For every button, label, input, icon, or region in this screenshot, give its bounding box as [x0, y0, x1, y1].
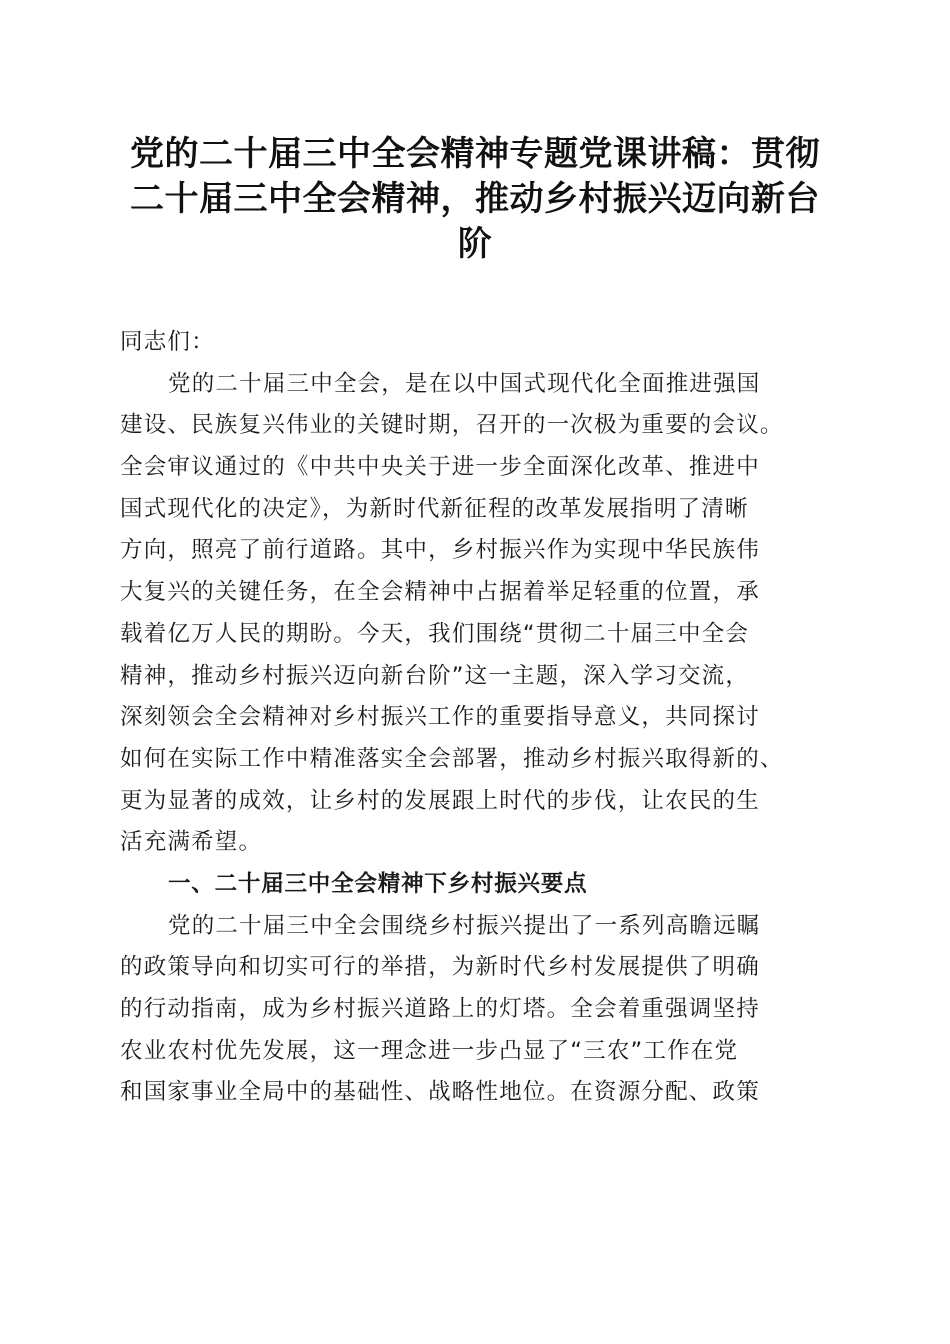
paragraph-introduction	[120, 364, 840, 864]
paragraph-line: 深刻领会全会精神对乡村振兴工作的重要指导意义，共同探讨	[120, 704, 760, 731]
paragraph-line: 农业农村优先发展，这一理念进一步凸显了“三农”工作在党	[120, 1037, 739, 1064]
title-line: 党的二十届三中全会精神专题党课讲稿：贯彻	[130, 134, 820, 174]
section-heading: 一、二十届三中全会精神下乡村振兴要点	[168, 870, 588, 897]
document-title	[108, 132, 842, 267]
paragraph-line: 国式现代化的决定》，为新时代新征程的改革发展指明了清晰	[120, 495, 749, 522]
paragraph-section1	[120, 906, 840, 1114]
paragraph-line: 载着亿万人民的期盼。今天，我们围绕“贯彻二十届三中全会	[120, 620, 750, 647]
paragraph-line: 大复兴的关键任务，在全会精神中占据着举足轻重的位置，承	[120, 579, 760, 606]
salutation: 同志们：	[120, 329, 215, 355]
paragraph-line: 党的二十届三中全会，是在以中国式现代化全面推进强国	[168, 370, 761, 397]
paragraph-line: 全会审议通过的《中共中央关于进一步全面深化改革、推进中	[120, 454, 760, 481]
paragraph-line: 和国家事业全局中的基础性、战略性地位。在资源分配、政策	[120, 1079, 760, 1106]
title-line: 二十届三中全会精神，推动乡村振兴迈向新台	[130, 179, 820, 219]
paragraph-line: 活充满希望。	[120, 829, 263, 856]
paragraph-line: 的行动指南，成为乡村振兴道路上的灯塔。全会着重强调坚持	[120, 996, 760, 1022]
document-body	[120, 322, 840, 1114]
paragraph-line: 方向，照亮了前行道路。其中，乡村振兴作为实现中华民族伟	[120, 537, 760, 564]
paragraph-line: 如何在实际工作中精准落实全会部署，推动乡村振兴取得新的、	[120, 745, 784, 772]
paragraph-line: 精神，推动乡村振兴迈向新台阶”这一主题，深入学习交流，	[120, 662, 750, 689]
paragraph-line: 建设、民族复兴伟业的关键时期，召开的一次极为重要的会议。	[120, 412, 784, 439]
paragraph-line: 的政策导向和切实可行的举措，为新时代乡村发展提供了明确	[120, 954, 760, 981]
paragraph-line: 党的二十届三中全会围绕乡村振兴提出了一系列高瞻远瞩	[168, 912, 761, 939]
title-line: 阶	[457, 224, 493, 264]
paragraph-line: 更为显著的成效，让乡村的发展跟上时代的步伐，让农民的生	[120, 787, 760, 814]
